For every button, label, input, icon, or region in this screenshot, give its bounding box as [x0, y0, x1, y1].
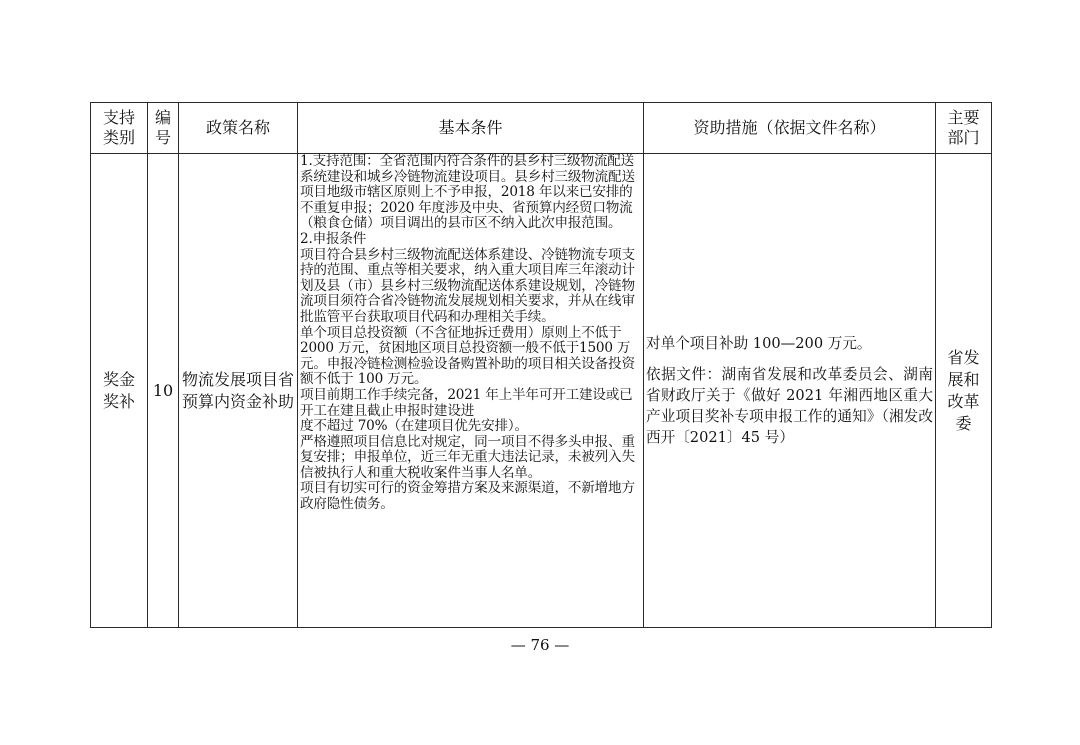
condition-paragraph: 2.申报条件 [300, 230, 367, 247]
cell-measures [644, 154, 936, 628]
cell-department: 省发展和改革委 [936, 154, 992, 628]
cell-conditions [298, 154, 644, 628]
policy-table [90, 102, 992, 628]
header-department: 主要部门 [936, 103, 992, 154]
condition-paragraph: 度不超过 70%（在建项目优先安排）。 [300, 418, 528, 435]
measure-basis-document: 依据文件：湖南省发展和改革委员会、湖南省财政厅关于《做好 2021 年湘西地区重大产业项目奖补专项申报工作的通知》（湘发改西开〔2021〕45 号） [646, 366, 933, 446]
table-header-row [91, 103, 992, 154]
condition-paragraph: 严格遵照项目信息比对规定，同一项目不得多头申报、重复安排；申报单位，近三年无重大违法记录，未被列入失信被执行人和重大税收案件当事人名单。 [300, 433, 635, 481]
page-number: — 76 — [510, 636, 570, 654]
condition-paragraph: 项目前期工作手续完备，2021 年上半年可开工建设或已开工在建且截止申报时建设进 [300, 386, 633, 419]
condition-paragraph: 项目有切实可行的资金筹措方案及来源渠道，不新增地方政府隐性债务。 [300, 480, 635, 513]
cell-number: 10 [148, 154, 179, 628]
header-policy-name: 政策名称 [179, 103, 298, 154]
condition-paragraph: 1.支持范围：全省范围内符合条件的县乡村三级物流配送系统建设和城乡冷链物流建设项目。县乡村三级物流配送项目地级市辖区原则上不予申报，2018 年以来已安排的不重复申报；2020 年度涉及中央、省预算内经贸口物流（粮食仓储）项目调出的县市区不纳入此次申报范围。 [300, 153, 635, 232]
cell-category: 奖金奖补 [91, 154, 148, 628]
condition-paragraph: 项目符合县乡村三级物流配送体系建设、冷链物流专项支持的范围、重点等相关要求，纳入重大项目库三年滚动计划及县（市）县乡村三级物流配送体系建设规划，冷链物流项目须符合省冷链物流发展规划相关要求，并从在线审批监管平台获取项目代码和办理相关手续。 [300, 246, 635, 325]
cell-policy-name: 物流发展项目省预算内资金补助 [179, 154, 298, 628]
condition-paragraph: 单个项目总投资额（不含征地拆迁费用）原则上不低于2000 万元，贫困地区项目总投资额一般不低于1500 万元。申报冷链检测检验设备购置补助的项目相关设备投资额不低于 100 万元。 [300, 324, 635, 388]
header-number: 编号 [148, 103, 179, 154]
measure-amount: 对单个项目补助 100—200 万元。 [646, 335, 872, 352]
table-row [91, 154, 992, 628]
header-measures: 资助措施（依据文件名称） [644, 103, 936, 154]
header-category: 支持类别 [91, 103, 148, 154]
header-conditions: 基本条件 [298, 103, 644, 154]
